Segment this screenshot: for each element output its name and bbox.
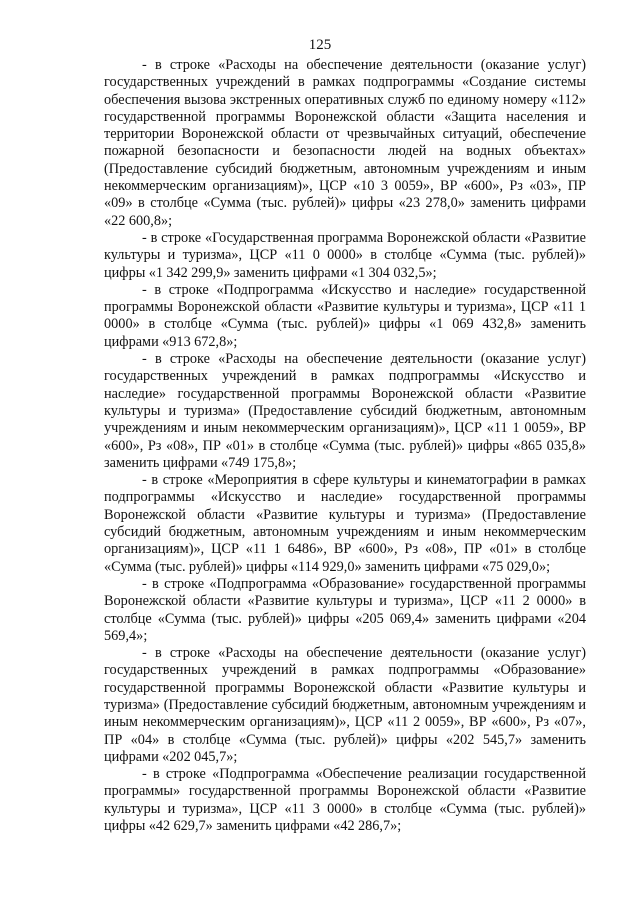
amendment-paragraph: - в строке «Расходы на обеспечение деятельности (оказание услуг) государственных учреждений в рамках подпрограммы «Образование» государственной программы Воронежской области «Развитие культуры и туризма» (Предоставление субсидий бюджетным, автономным учреждениям и иным некоммерческим организациям)», ЦСР «11 2 0059», ВР «600», Рз «07», ПР «04» в столбце «Сумма (тыс. рублей)» цифры «202 545,7» заменить цифрами «202 045,7»; [104, 645, 586, 765]
amendment-paragraph: - в строке «Подпрограмма «Искусство и наследие» государственной программы Воронежской области «Развитие культуры и туризма», ЦСР «11 1 0000» в столбце «Сумма (тыс. рублей)» цифры «1 069 432,8» заменить цифрами «913 672,8»; [104, 281, 586, 350]
amendment-paragraph: - в строке «Мероприятия в сфере культуры и кинематографии в рамках подпрограммы «Искусство и наследие» государственной программы Воронежской области «Развитие культуры и туризма» (Предоставление субсидий бюджетным, автономным учреждениям и иным некоммерческим организациям)», ЦСР «11 1 6486», ВР «600», Рз «08», ПР «01» в столбце «Сумма (тыс. рублей)» цифры «114 929,0» заменить цифрами «75 029,0»; [104, 472, 586, 575]
amendment-paragraph: - в строке «Расходы на обеспечение деятельности (оказание услуг) государственных учреждений в рамках подпрограммы «Создание системы обеспечения вызова экстренных оперативных служб по единому номеру «112» государственной программы Воронежской области «Защита населения и территории Воронежской области от чрезвычайных ситуаций, обеспечение пожарной безопасности и безопасности людей на водных объектах» (Предоставление субсидий бюджетным, автономным учреждениям и иным некоммерческим организациям)», ЦСР «10 3 0059», ВР «600», Рз «03», ПР «09» в столбце «Сумма (тыс. рублей)» цифры «23 278,0» заменить цифрами «22 600,8»; [104, 57, 586, 229]
page-number: 125 [308, 37, 332, 53]
amendment-paragraph: - в строке «Подпрограмма «Образование» государственной программы Воронежской области «Развитие культуры и туризма», ЦСР «11 2 0000» в столбце «Сумма (тыс. рублей)» цифры «205 069,4» заменить цифрами «204 569,4»; [104, 575, 586, 644]
amendment-paragraph: - в строке «Расходы на обеспечение деятельности (оказание услуг) государственных учреждений в рамках подпрограммы «Искусство и наследие» государственной программы Воронежской области «Развитие культуры и туризма» (Предоставление субсидий бюджетным, автономным учреждениям и иным некоммерческим организациям)», ЦСР «11 1 0059», ВР «600», Рз «08», ПР «01» в столбце «Сумма (тыс. рублей)» цифры «865 035,8» заменить цифрами «749 175,8»; [104, 351, 586, 471]
document-body [104, 57, 586, 835]
amendment-paragraph: - в строке «Государственная программа Воронежской области «Развитие культуры и туризма», ЦСР «11 0 0000» в столбце «Сумма (тыс. рублей)» цифры «1 342 299,9» заменить цифрами «1 304 032,5»; [104, 229, 586, 281]
amendment-paragraph: - в строке «Подпрограмма «Обеспечение реализации государственной программы» государственной программы Воронежской области «Развитие культуры и туризма», ЦСР «11 3 0000» в столбце «Сумма (тыс. рублей)» цифры «42 629,7» заменить цифрами «42 286,7»; [104, 766, 586, 835]
